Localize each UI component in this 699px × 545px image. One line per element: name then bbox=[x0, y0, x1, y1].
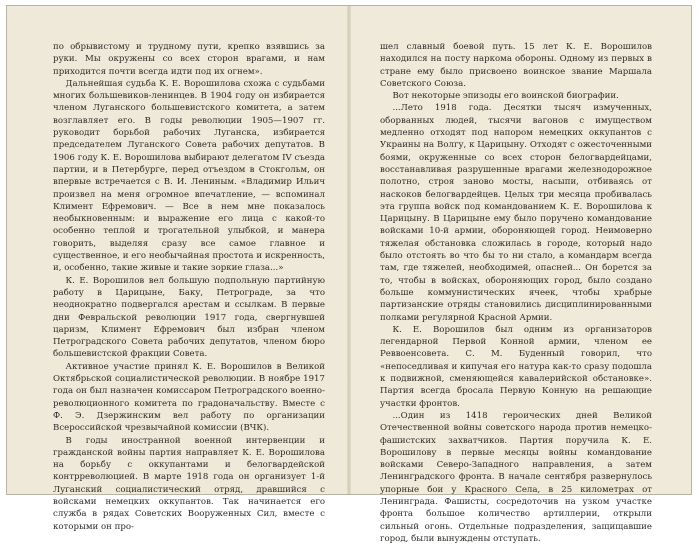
right-page-text bbox=[380, 41, 652, 545]
paragraph: В годы иностранной военной интервенции и гражданской войны партия направляет К. Е. Ворошилова на борьбу с оккупантами и белогвардейской контрреволюцией. В марте 1918 года он организует 1-й Луганский социалистический отряд, дравшийся с войсками немецких оккупантов. Так начинается его служба в рядах Советских Вооруженных Сил, вместе с которыми он про- bbox=[53, 435, 325, 532]
paragraph: К. Е. Ворошилов вел большую подпольную партийную работу в Царицыне, Баку, Петрограде, за что неоднократно подвергался арестам и ссылкам. В первые дни Февральской революции 1917 года, свергнувшей царизм, Климент Ефремович был избран членом Петроградского Совета рабочих депутатов, членом бюро большевистской фракции Совета. bbox=[53, 275, 325, 360]
paragraph: шел славный боевой путь. 15 лет К. Е. Ворошилов находился на посту наркома обороны. Одному из первых в стране ему было присвоено воинское звание Маршала Советского Союза. bbox=[380, 42, 652, 89]
left-page-text bbox=[53, 41, 325, 533]
paragraph: Дальнейшая судьба К. Е. Ворошилова схожа с судьбами многих большевиков-ленинцев. В 1904 году он избирается членом Луганского большевистского комитета, а затем возглавляет его. В годы революции 1905—1907 гг. руководит борьбой рабочих Луганска, избирается председателем Луганского Совета рабочих депутатов. В 1906 году К. Е. Ворошилова выбирают делегатом IV съезда партии, и в Петербурге, перед отъездом в Стокгольм, он впервые встречается с В. И. Лениным. «Владимир Ильич произвел на меня огромное впечатление, — вспоминал Климент Ефремович. — Все в нем мне показалось необыкновенным: и выражение его лица с какой-то особенно теплой и трогательной улыбкой, и манера говорить, выделяя сразу все самое главное и существенное, и его необычайная простота и искренность, и, особенно, такие живые и такие зоркие глаза...» bbox=[53, 78, 325, 274]
paragraph: ...Один из 1418 героических дней Великой Отечественной войны советского народа против немецко-фашистских захватчиков. Партия поручила К. Е. Ворошилову в первые месяцы войны командование войсками Северо-Западного направления, а затем Ленинградского фронта. В начале сентября развернулось упорные бои у Красного Села, в 25 километрах от Ленинграда. Фашисты, сосредоточив на узком участке фронта большое количество артиллерии, открыли сильный огонь. Отдельные подразделения, защищавшие город, были вынуждены отступать. bbox=[380, 410, 652, 544]
paragraph: по обрывистому и трудному пути, крепко взявшись за руки. Мы окружены со всех сторон врагами, и нам приходится почти всегда идти под их огнем». bbox=[53, 42, 325, 77]
paragraph: Вот некоторые эпизоды его воинской биографии. bbox=[392, 91, 619, 102]
paragraph: К. Е. Ворошилов был одним из организаторов легендарной Первой Конной армии, членом ее Реввоенсовета. С. М. Буденный говорил, что «непоседливая и кипучая его натура как-то сразу подошла к подвижной, сменяющейся кавалерийской обстановке». Партия всегда бросала Первую Конную на решающие участки фронтов. bbox=[380, 324, 652, 409]
book-gutter bbox=[347, 6, 351, 494]
paragraph: ...Лето 1918 года. Десятки тысяч измученных, оборванных людей, тысячи вагонов с имуществом медленно отходят под напором немецких оккупантов с Украины на Волгу, к Царицыну. Отходят с ожесточенными боями, окруженные со всех сторон белогвардейцами, восстанавливая разрушенные врагами железнодорожное полотно, строя заново мосты, насыпи, отбиваясь от наскоков белогвардейцев. Целых три месяца пробивалась эта группа войск под командованием К. Е. Ворошилова к Царицыну. В Царицыне ему было поручено командование войсками 10-й армии, обороняющей город. Неимоверно тяжелая обстановка сложилась в городе, который надо было отстоять во что бы то ни стало, а командарм всегда там, где тяжелей, необходимей, опасней... Он борется за то, чтобы в войсках, обороняющих город, было создано больше коммунистических ячеек, чтобы храбрые партизанские отряды становились дисциплинированными полками регулярной Красной Армии. bbox=[380, 103, 652, 323]
paragraph: Активное участие принял К. Е. Ворошилов в Великой Октябрьской социалистической революции. В ноябре 1917 года он был назначен комиссаром Петроградского военно-революционного комитета по градоначальству. Вместе с Ф. Э. Дзержинским вел работу по организации Всероссийской чрезвычайной комиссии (ВЧК). bbox=[53, 361, 325, 434]
